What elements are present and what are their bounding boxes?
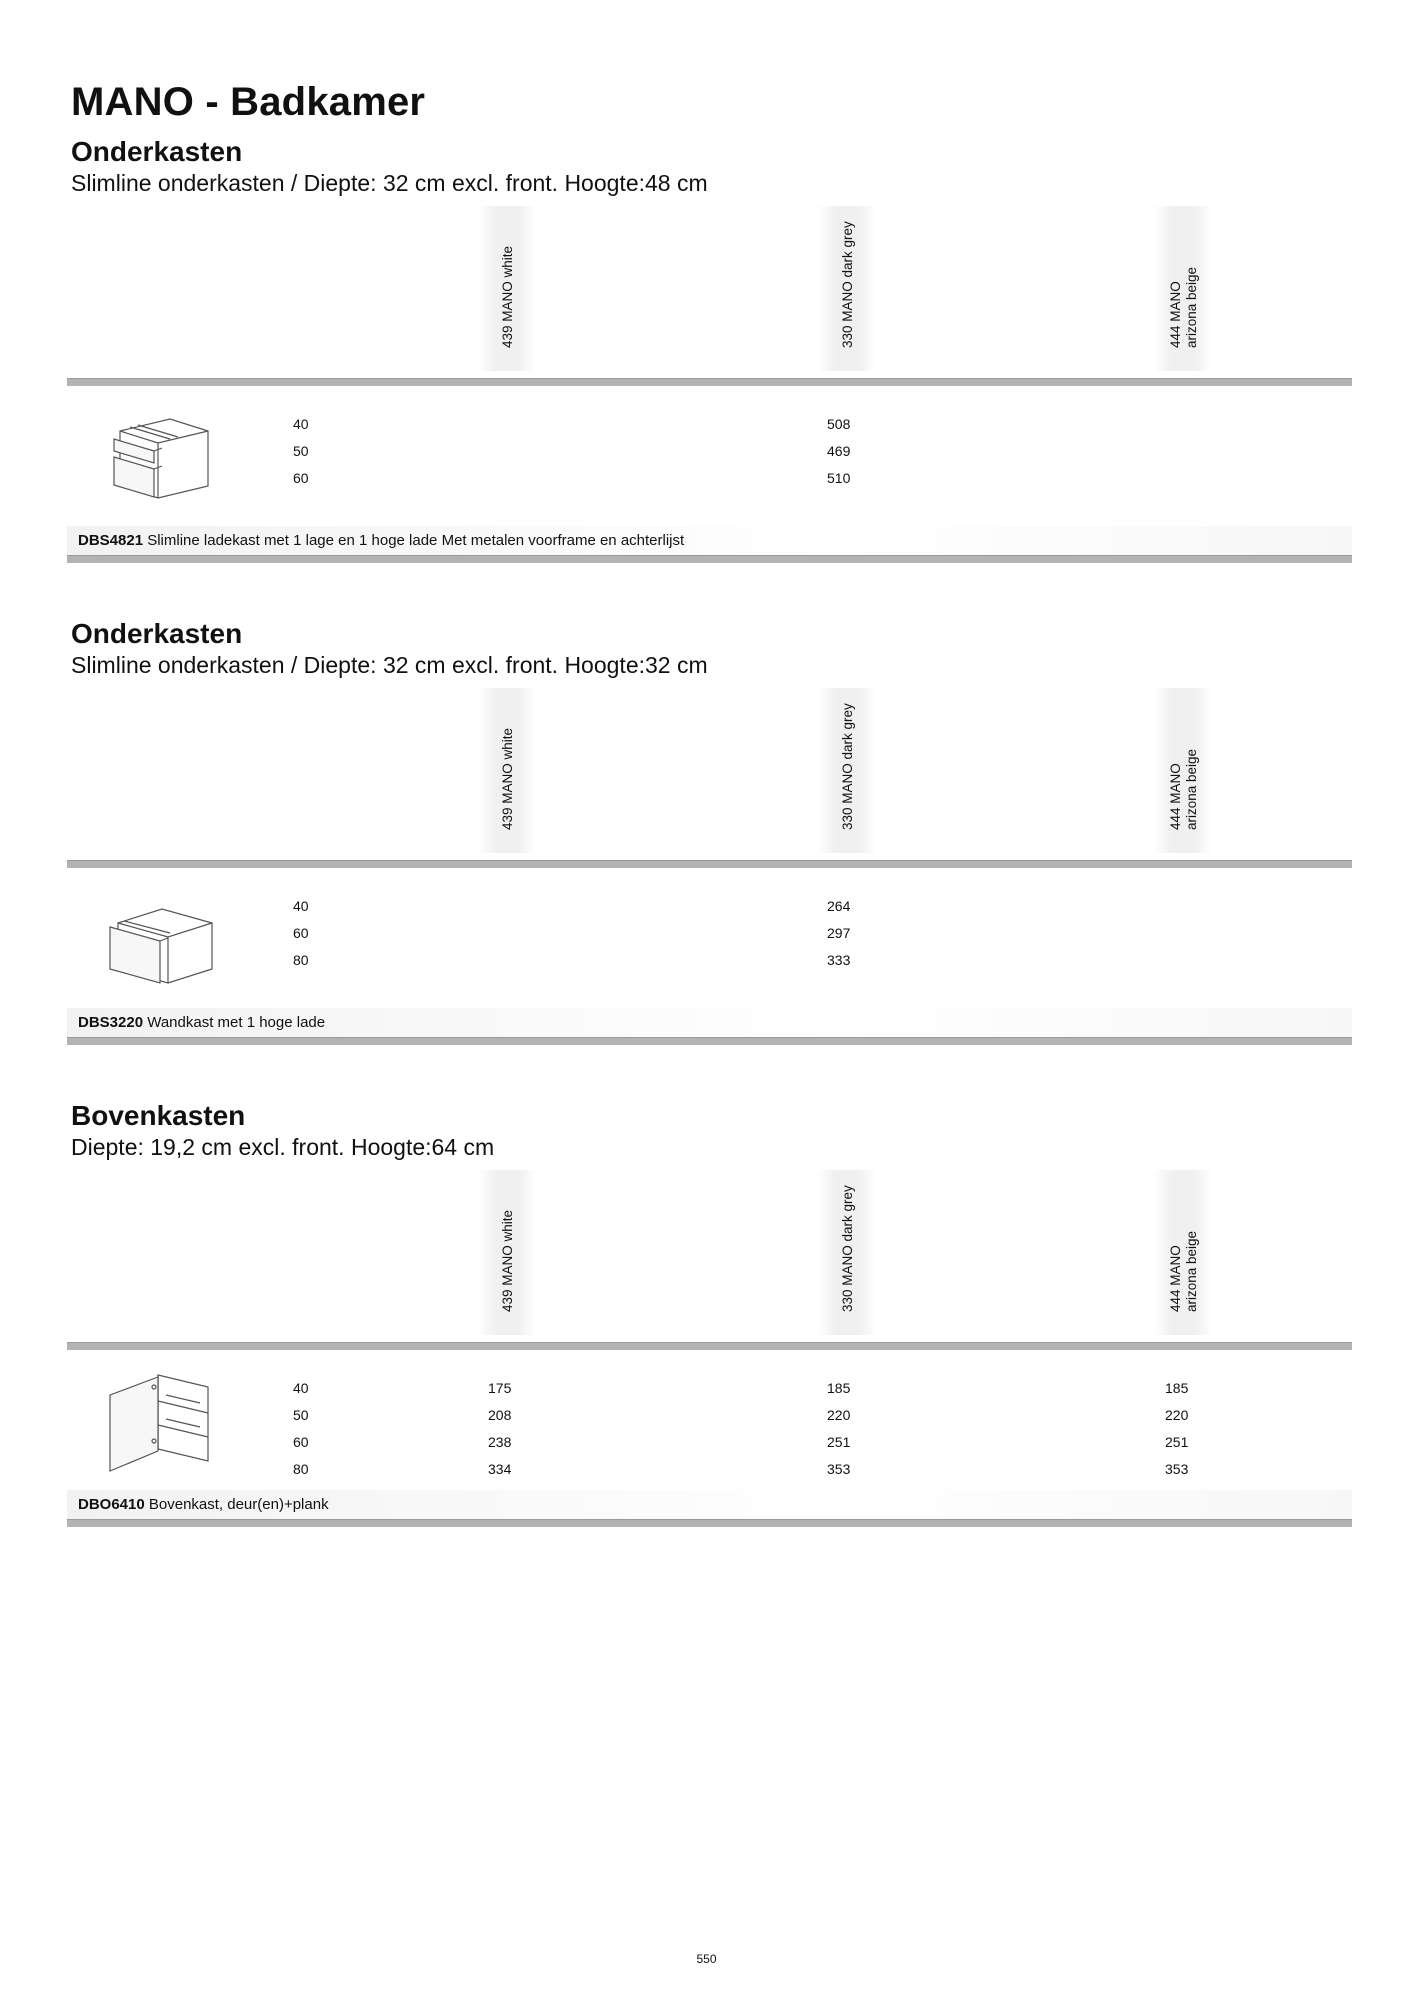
price-value: 238 — [488, 1434, 512, 1450]
column-label: 444 MANO — [1168, 281, 1183, 348]
size-list — [293, 1375, 309, 1483]
section-onderkasten-32 — [0, 618, 1413, 1088]
section-subtitle: Diepte: 19,2 cm excl. front. Hoogte:64 cm — [71, 1134, 495, 1160]
price-value: 208 — [488, 1407, 512, 1423]
price-value: 353 — [1165, 1461, 1189, 1477]
size-list — [293, 411, 309, 492]
header-rule — [67, 378, 1352, 386]
footer-rule — [67, 555, 1352, 563]
size-value: 50 — [293, 1407, 309, 1423]
product-code: DBS3220 — [78, 1014, 144, 1031]
size-value: 50 — [293, 443, 309, 459]
page-title: MANO - Badkamer — [71, 80, 426, 124]
column-header-arizona-beige — [1154, 206, 1212, 371]
footer-rule — [67, 1037, 1352, 1045]
product-code: DBS4821 — [78, 532, 144, 549]
price-list-arizona-beige — [1165, 1375, 1188, 1483]
column-header-dark-grey — [818, 206, 876, 371]
size-value: 80 — [293, 1461, 309, 1477]
column-header-arizona-beige — [1154, 688, 1212, 853]
price-list-white — [488, 1375, 511, 1483]
size-value: 60 — [293, 1434, 309, 1450]
column-label: 444 MANO — [1168, 1245, 1183, 1312]
price-value: 185 — [1165, 1380, 1189, 1396]
column-label: 330 MANO dark grey — [840, 221, 855, 348]
column-label: 439 MANO white — [500, 1209, 515, 1312]
column-header-dark-grey — [818, 1170, 876, 1335]
price-value: 251 — [1165, 1434, 1189, 1450]
product-code: DBO6410 — [78, 1496, 145, 1513]
section-title: Onderkasten — [71, 136, 243, 167]
product-info-bar — [67, 1490, 1352, 1520]
size-value: 40 — [293, 416, 309, 432]
section-title: Bovenkasten — [71, 1100, 246, 1131]
column-label: 439 MANO white — [500, 245, 515, 348]
column-header-arizona-beige — [1154, 1170, 1212, 1335]
column-label: 444 MANO — [1168, 763, 1183, 830]
column-header-white — [478, 688, 536, 853]
price-list-dark-grey — [827, 1375, 850, 1483]
price-value: 334 — [488, 1461, 512, 1477]
price-value: 510 — [827, 470, 851, 486]
size-value: 80 — [293, 952, 309, 968]
column-header-dark-grey — [818, 688, 876, 853]
footer-rule — [67, 1519, 1352, 1527]
price-value: 508 — [827, 416, 851, 432]
price-value: 333 — [827, 952, 851, 968]
price-value: 185 — [827, 1380, 851, 1396]
price-list-dark-grey — [827, 411, 850, 492]
column-label-line2: arizona beige — [1184, 1230, 1199, 1312]
product-description: Slimline ladekast met 1 lage en 1 hoge lade Met metalen voorframe en achterlijst — [147, 532, 685, 549]
header-rule — [67, 1342, 1352, 1350]
column-header-white — [478, 1170, 536, 1335]
price-value: 469 — [827, 443, 851, 459]
section-onderkasten-48 — [0, 136, 1413, 606]
upper-cabinet-door-shelf-icon — [100, 1365, 220, 1475]
column-label: 330 MANO dark grey — [840, 703, 855, 830]
page-number: 550 — [696, 1952, 717, 1966]
size-value: 60 — [293, 470, 309, 486]
price-list-dark-grey — [827, 893, 850, 974]
section-subtitle: Slimline onderkasten / Diepte: 32 cm excl. front. Hoogte:48 cm — [71, 170, 708, 196]
size-value: 60 — [293, 925, 309, 941]
header-rule — [67, 860, 1352, 868]
price-value: 297 — [827, 925, 851, 941]
product-info-bar — [67, 1008, 1352, 1038]
price-value: 251 — [827, 1434, 851, 1450]
section-subtitle: Slimline onderkasten / Diepte: 32 cm excl. front. Hoogte:32 cm — [71, 652, 708, 678]
price-value: 264 — [827, 898, 851, 914]
price-value: 220 — [1165, 1407, 1189, 1423]
size-value: 40 — [293, 1380, 309, 1396]
size-value: 40 — [293, 898, 309, 914]
price-value: 175 — [488, 1380, 512, 1396]
section-title: Onderkasten — [71, 618, 243, 649]
column-label: 330 MANO dark grey — [840, 1185, 855, 1312]
column-label-line2: arizona beige — [1184, 748, 1199, 830]
column-header-white — [478, 206, 536, 371]
product-info-bar — [67, 526, 1352, 556]
price-value: 220 — [827, 1407, 851, 1423]
size-list — [293, 893, 309, 974]
price-value: 353 — [827, 1461, 851, 1477]
product-description: Wandkast met 1 hoge lade — [147, 1014, 326, 1031]
column-label-line2: arizona beige — [1184, 266, 1199, 348]
wall-cabinet-one-drawer-icon — [100, 883, 220, 993]
drawer-cabinet-two-drawers-icon — [100, 401, 220, 511]
product-description: Bovenkast, deur(en)+plank — [148, 1496, 329, 1513]
section-bovenkasten — [0, 1100, 1413, 1570]
column-label: 439 MANO white — [500, 727, 515, 830]
